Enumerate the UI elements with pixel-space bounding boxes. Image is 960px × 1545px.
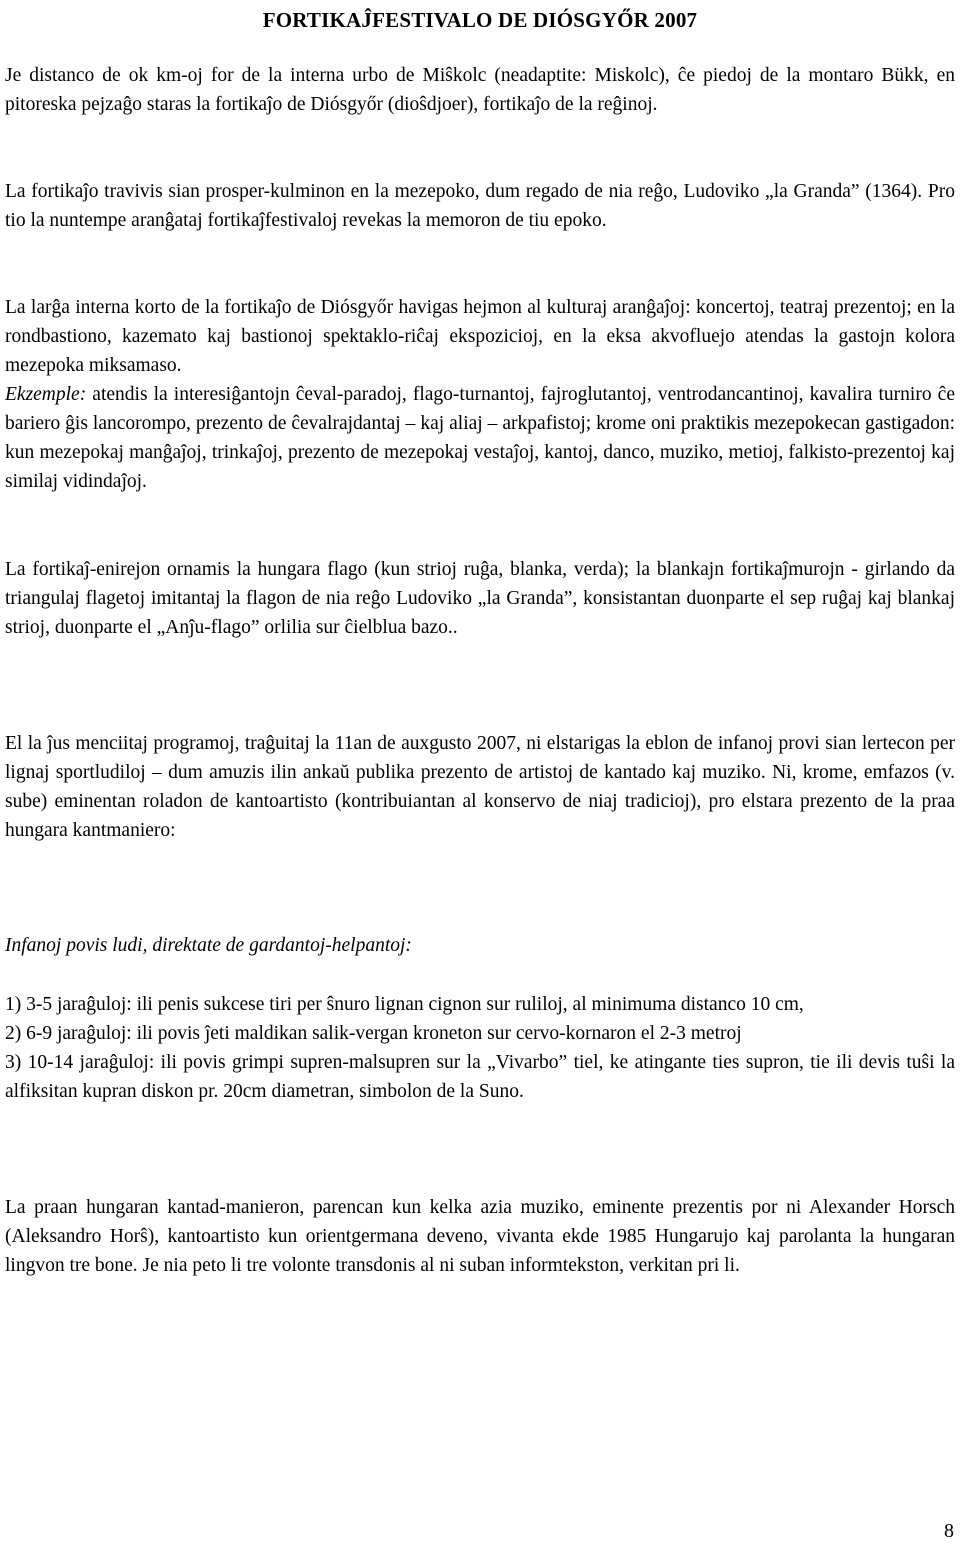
example-lead: Ekzemple:	[5, 384, 87, 405]
page-title: FORTIKAĴFESTIVALO DE DIÓSGYŐR 2007	[262, 8, 698, 32]
paragraph-courtyard	[5, 293, 955, 496]
paragraph-flags: La fortikaĵ-enirejon ornamis la hungara flago (kun strioj ruĝa, blanka, verda); la blankajn fortikaĵmurojn - girlando da triangulaj flagetoj imitantaj la flagon de nia reĝo Ludoviko „la Granda”, konsistantan duonparte el sep ruĝaj kaj blankaj strioj, duonparte el „Anĵu-flago” orlilia sur ĉielblua bazo..	[5, 559, 955, 638]
paragraph-history: La fortikaĵo travivis sian prosper-kulminon en la mezepoko, dum regado de nia reĝo, Ludoviko „la Granda” (1364). Pro tio la nuntempe aranĝataj fortikaĵfestivaloj revekas la memoron de tiu epoko.	[5, 181, 955, 231]
paragraph-program: El la ĵus menciitaj programoj, traĝuitaj la 11an de auxgusto 2007, ni elstarigas la eblon de infanoj provi sian lertecon per lignaj sportludiloj – dum amuzis ilin ankaŭ publika prezento de artistoj de kantado kaj muziko. Ni, krome, emfazos (v. sube) eminentan roladon de kantoartisto (kontribuiantan al konservo de niaj tradicioj), pro elstara prezento de la praa hungara kantmaniero:	[5, 733, 955, 841]
paragraph-courtyard-text: La larĝa interna korto de la fortikaĵo de Diósgyőr havigas hejmon al kulturaj aranĝaĵoj: koncertoj, teatraj prezentoj; en la rondbastiono, kazemato kaj bastionoj spektaklo-riĉaj ekspozicioj, en la eksa akvofluejo atendas la gastojn kolora mezepoka miksamaso.	[5, 297, 955, 376]
children-activities-list	[5, 990, 955, 1106]
example-text: atendis la interesiĝantojn ĉeval-paradoj, flago-turnantoj, fajroglutantoj, ventrodancantinoj, kavalira turniro ĉe bariero ĝis lancorompo, prezento de ĉevalrajdantaj – kaj aliaj – arkpafistoj; krome oni praktikis mezepokecan gastigadon: kun mezepokaj manĝaĵoj, trinkaĵoj, prezento de mezepokaj vestaĵoj, kantoj, danco, muziko, metioj, falkisto-prezentoj kaj similaj vidindaĵoj.	[5, 384, 955, 492]
paragraph-intro: Je distanco de ok km-oj for de la interna urbo de Miŝkolc (neadaptite: Miskolc), ĉe piedoj de la montaro Bükk, en pitoreska pejzaĝo staras la fortikaĵo de Diósgyőr (dioŝdjoer), fortikaĵo de la reĝinoj.	[5, 65, 955, 115]
page-number: 8	[944, 1520, 954, 1542]
list-item: 3) 10-14 jaraĝuloj: ili povis grimpi supren-malsupren sur la „Vivarbo” tiel, ke atingante ties supron, tie ili devis tuŝi la alfiksitan kupran diskon pr. 20cm diametran, simbolon de la Suno.	[5, 1052, 955, 1102]
list-item: 1) 3-5 jaraĝuloj: ili penis sukcese tiri per ŝnuro lignan cignon sur ruliloj, al minimuma distanco 10 cm,	[5, 994, 804, 1015]
list-item: 2) 6-9 jaraĝuloj: ili povis ĵeti maldikan salik-vergan kroneton sur cervo-kornaron el 2-3 metroj	[5, 1023, 742, 1044]
paragraph-singer: La praan hungaran kantad-manieron, parencan kun kelka azia muziko, eminente prezentis por ni Alexander Horsch (Aleksandro Horŝ), kantoartisto kun orientgermana deveno, vivanta ekde 1985 Hungarujo kaj parolanta la hungaran lingvon tre bone. Je nia peto li tre volonte transdonis al ni suban informtekston, verkitan pri li.	[5, 1197, 955, 1276]
section-heading-children: Infanoj povis ludi, direktate de gardantoj-helpantoj:	[5, 935, 412, 956]
